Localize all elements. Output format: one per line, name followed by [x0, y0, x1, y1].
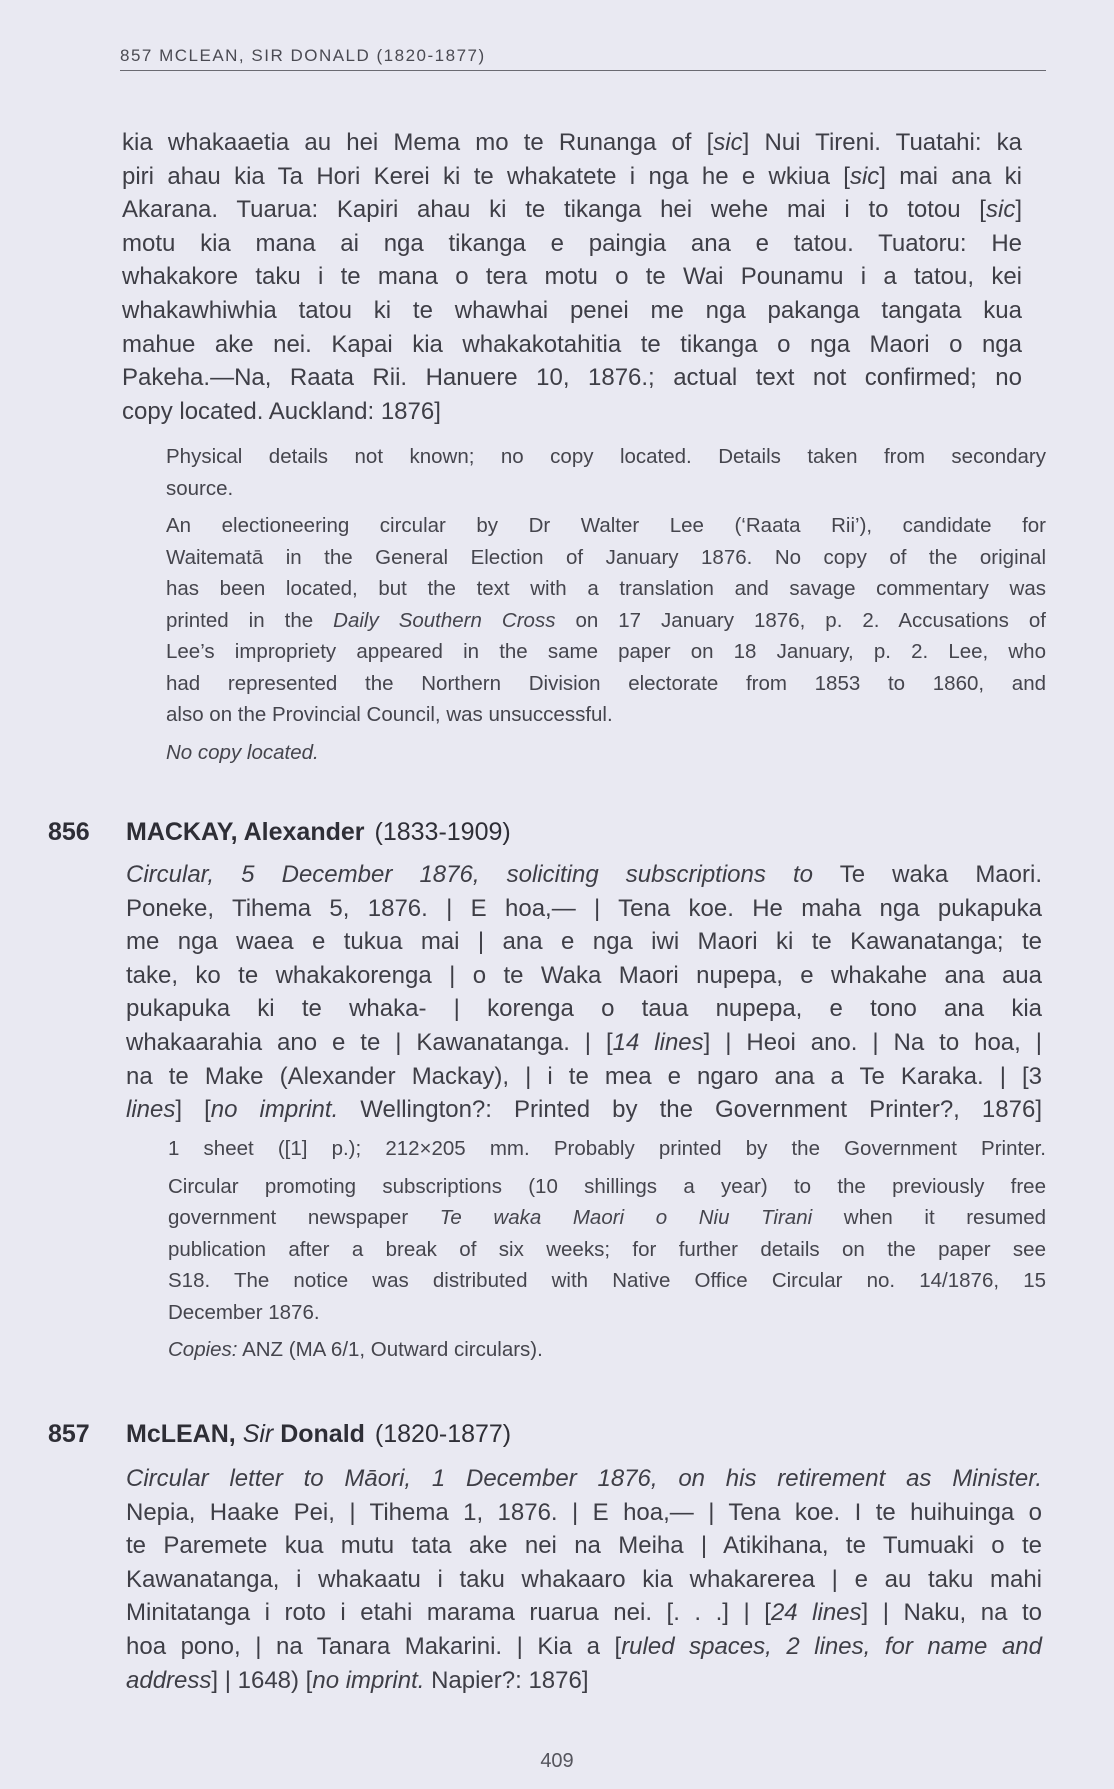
text-line: te Paremete kua mutu tata ake nei na Meiha | Atikihana, te Tumuaki o te — [126, 1532, 1042, 1560]
text-line: copy located. Auckland: 1876] — [122, 397, 441, 425]
note-line: also on the Provincial Council, was unsuccessful. — [166, 703, 613, 726]
text-line: Poneke, Tihema 5, 1876. | E hoa,— | Tena koe. He maha nga pukapuka — [126, 894, 1042, 922]
author-dates: (1820-1877) — [374, 1420, 512, 1448]
text-line: whakaarahia ano e te | Kawanatanga. | [14 lines] | Heoi ano. | Na to hoa, | — [126, 1028, 1042, 1056]
text-line: kia whakaaetia au hei Mema mo te Runanga of [sic] Nui Tireni. Tuatahi: ka — [122, 129, 1023, 156]
text-line: na te Make (Alexander Mackay), | i te mea e ngaro ana a Te Karaka. | [3 — [126, 1062, 1042, 1090]
note-line: Waitematā in the General Election of January 1876. No copy of the original — [166, 545, 1046, 569]
running-head: 857 MCLEAN, SIR DONALD (1820-1877) — [120, 46, 1046, 71]
text-line: hoa pono, | na Tanara Makarini. | Kia a [ruled spaces, 2 lines, for name and — [126, 1632, 1042, 1660]
text-line: Pakeha.—Na, Raata Rii. Hanuere 10, 1876.; actual text not confirmed; no — [122, 364, 1022, 392]
note-line: December 1876. — [168, 1300, 320, 1324]
text-line: Akarana. Tuarua: Kapiri ahau ki te tikanga hei wehe mai i to totou [sic] — [122, 196, 1022, 224]
author-title: Sir — [242, 1420, 274, 1448]
entry-notes — [166, 441, 1046, 768]
text-line: lines] [no imprint. Wellington?: Printed by the Government Printer?, 1876] — [126, 1096, 1042, 1124]
note-line: has been located, but the text with a translation and savage commentary was — [166, 577, 1046, 600]
note-line: government newspaper Te waka Maori o Niu Tirani when it resumed — [168, 1206, 1046, 1229]
note-line: Circular promoting subscriptions (10 shillings a year) to the previously free — [168, 1174, 1046, 1198]
note-line: publication after a break of six weeks; for further details on the paper see — [168, 1237, 1046, 1261]
text-line: me nga waea e tukua mai | ana e nga iwi Maori ki te Kawanatanga; te — [126, 928, 1042, 956]
copies-note: Copies: ANZ (MA 6/1, Outward circulars). — [168, 1338, 543, 1361]
entry-title-line: Circular, 5 December 1876, soliciting subscriptions to Te waka Maori. — [126, 861, 1042, 888]
author-name-surname: McLEAN, — [126, 1420, 236, 1448]
author-dates: (1833-1909) — [374, 818, 511, 846]
text-line: address] | 1648) [no imprint. Napier?: 1876] — [126, 1666, 589, 1694]
text-line: motu kia mana ai nga tikanga e paingia ana e tatou. Tuatoru: He — [122, 229, 1022, 257]
entry-heading — [126, 1420, 511, 1449]
text-line: mahue ake nei. Kapai kia whakakotahitia te tikanga o nga Maori o nga — [122, 330, 1022, 358]
note-line: printed in the Daily Southern Cross on 17 January 1876, p. 2. Accusations of — [166, 608, 1046, 632]
note-line: 1 sheet ([1] p.); 212×205 mm. Probably printed by the Government Printer. — [168, 1137, 1046, 1160]
text-line: Nepia, Haake Pei, | Tihema 1, 1876. | E hoa,— | Tena koe. I te huihuinga o — [126, 1498, 1042, 1526]
continued-entry-text — [122, 126, 1022, 428]
entry-notes — [168, 1133, 1046, 1366]
text-line: whakawhiwhia tatou ki te whawhai penei me nga pakanga tangata kua — [122, 296, 1022, 324]
note-line: S18. The notice was distributed with Native Office Circular no. 14/1876, 15 — [168, 1269, 1046, 1292]
note-line: Physical details not known; no copy located. Details taken from secondary — [166, 445, 1046, 468]
note-line: An electioneering circular by Dr Walter Lee (‘Raata Rii’), candidate for — [166, 514, 1046, 537]
note-line: Lee’s impropriety appeared in the same paper on 18 January, p. 2. Lee, who — [166, 640, 1046, 663]
entry-number: 856 — [48, 818, 90, 846]
note-line: had represented the Northern Division electorate from 1853 to 1860, and — [166, 671, 1046, 695]
author-name: MACKAY, Alexander — [126, 818, 365, 846]
entry-body — [126, 1462, 1042, 1697]
entry-title-line: Circular letter to Māori, 1 December 1876, on his retirement as Minister. — [126, 1465, 1042, 1492]
author-name-given: Donald — [280, 1420, 365, 1448]
entry-number: 857 — [48, 1420, 90, 1448]
text-line: Minitatanga i roto i etahi marama ruarua nei. [. . .] | [24 lines] | Naku, na to — [126, 1599, 1042, 1627]
text-line: Kawanatanga, i whakaatu i taku whakaaro kia whakarerea | e au taku mahi — [126, 1565, 1042, 1593]
copies-note: No copy located. — [166, 740, 319, 764]
text-line: pukapuka ki te whaka- | korenga o taua nupepa, e tono ana kia — [126, 995, 1042, 1023]
entry-body — [126, 858, 1042, 1127]
page-number: 409 — [540, 1750, 574, 1772]
text-line: take, ko te whakakorenga | o te Waka Maori nupepa, e whakahe ana aua — [126, 961, 1042, 989]
entry-heading — [126, 818, 511, 847]
text-line: piri ahau kia Ta Hori Kerei ki te whakatete i nga he e wkiua [sic] mai ana ki — [122, 162, 1023, 190]
note-line: source. — [166, 476, 234, 500]
text-line: whakakore taku i te mana o tera motu o te Wai Pounamu i a tatou, kei — [122, 263, 1022, 291]
